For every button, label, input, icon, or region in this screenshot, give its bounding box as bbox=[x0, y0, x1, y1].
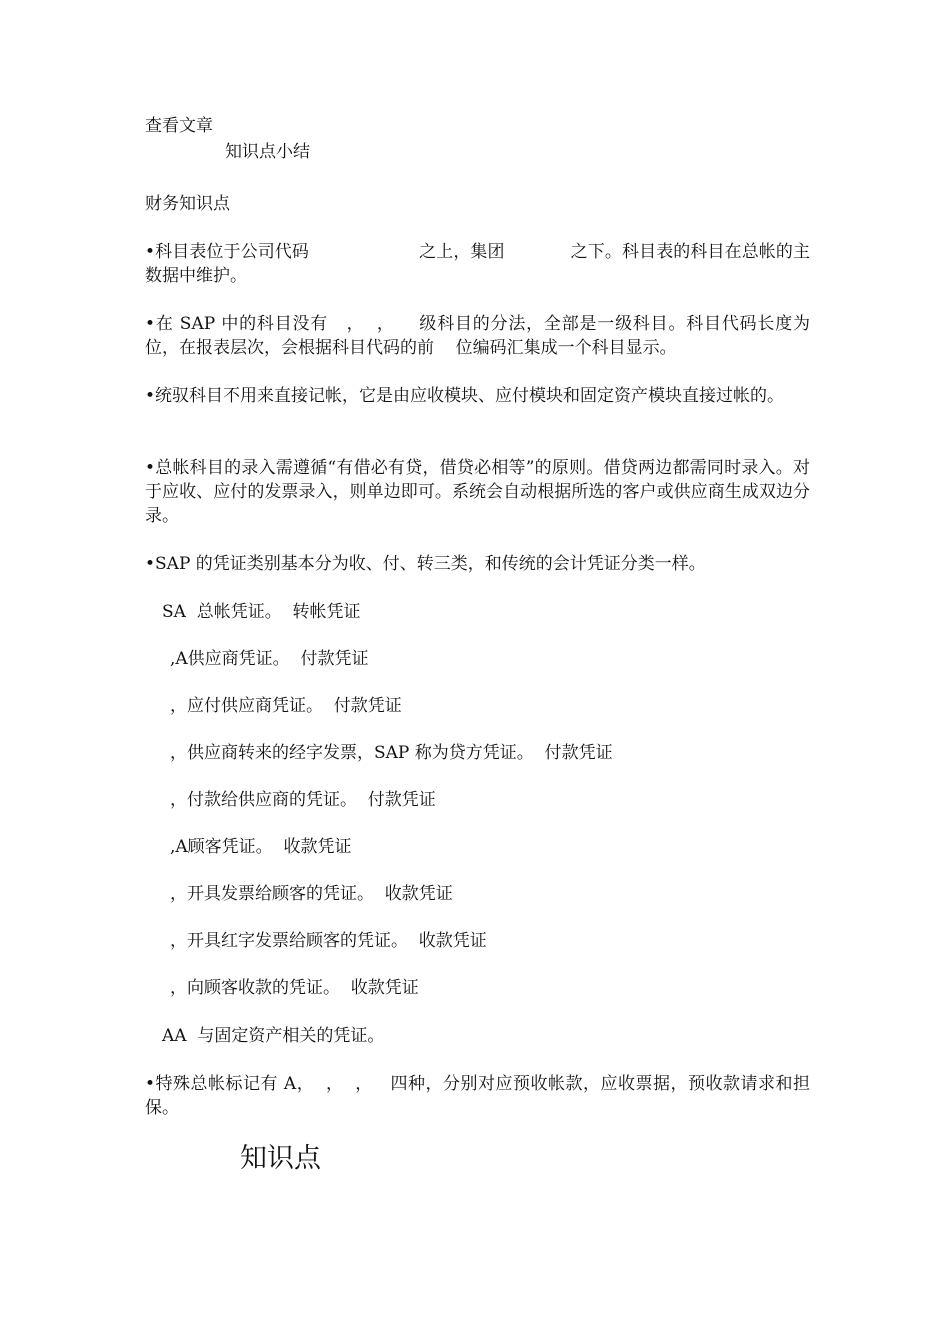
voucher-line: ,A顾客凭证。 收款凭证 bbox=[170, 837, 352, 857]
voucher-line: SA 总帐凭证。 转帐凭证 bbox=[162, 602, 361, 622]
voucher-line: AA 与固定资产相关的凭证。 bbox=[162, 1026, 385, 1046]
paragraph-gl-entry-rule: •总帐科目的录入需遵循“有借必有贷，借贷必相等”的原则。借贷两边都需同时录入。对于应收、应付的发票录入，则单边即可。系统会自动根据所选的客户或供应商生成双边分录。 bbox=[145, 458, 810, 526]
view-article-link[interactable]: 查看文章 bbox=[145, 116, 213, 136]
paragraph-document-types: •SAP 的凭证类别基本分为收、付、转三类，和传统的会计凭证分类一样。 bbox=[145, 554, 706, 574]
paragraph-special-gl-indicators: •特殊总帐标记有 A， ， ， 四种，分别对应预收帐款，应收票据，预收款请求和担保。 bbox=[145, 1074, 810, 1118]
document-subtitle: 知识点小结 bbox=[225, 142, 310, 162]
voucher-line: ，开具发票给顾客的凭证。 收款凭证 bbox=[170, 884, 453, 904]
section-title: 财务知识点 bbox=[145, 194, 230, 214]
voucher-line: ，供应商转来的经字发票，SAP 称为贷方凭证。 付款凭证 bbox=[170, 743, 613, 763]
paragraph-chart-of-accounts: •科目表位于公司代码 之上，集团 之下。科目表的科目在总帐的主数据中维护。 bbox=[145, 242, 810, 286]
footer-heading: 知识点 bbox=[240, 1143, 321, 1174]
voucher-line: ，开具红字发票给顾客的凭证。 收款凭证 bbox=[170, 931, 487, 951]
voucher-line: ，向顾客收款的凭证。 收款凭证 bbox=[170, 978, 419, 998]
voucher-line: ，付款给供应商的凭证。 付款凭证 bbox=[170, 790, 436, 810]
paragraph-reconciliation-account: •统驭科目不用来直接记帐，它是由应收模块、应付模块和固定资产模块直接过帐的。 bbox=[145, 386, 785, 406]
voucher-line: ,A供应商凭证。 付款凭证 bbox=[170, 649, 369, 669]
voucher-line: ，应付供应商凭证。 付款凭证 bbox=[170, 696, 402, 716]
paragraph-account-levels: •在 SAP 中的科目没有 ， ， 级科目的分法，全部是一级科目。科目代码长度为 位，在报表层次，会根据科目代码的前 位编码汇集成一个科目显示。 bbox=[145, 314, 827, 358]
